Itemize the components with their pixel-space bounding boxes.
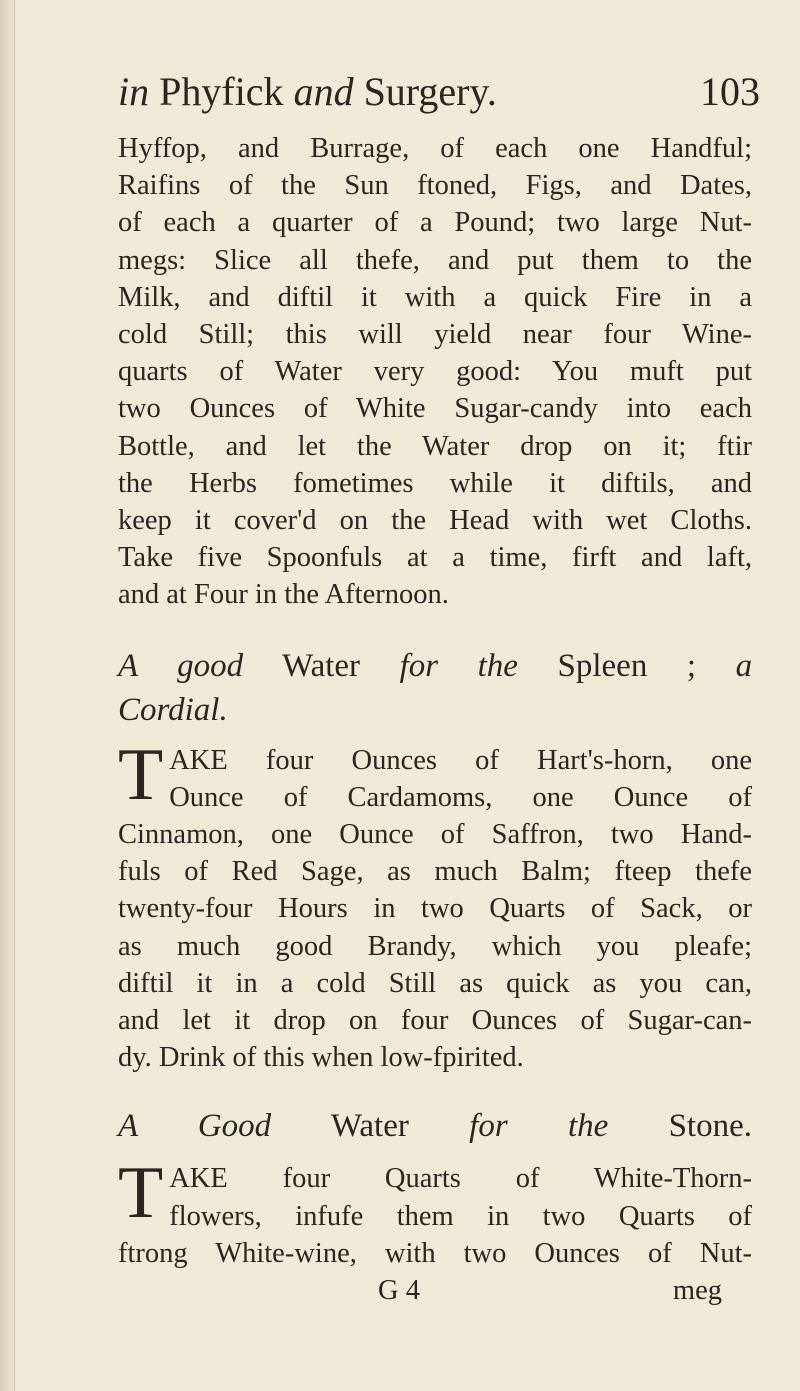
text-line: ftrong White-wine, with two Ounces of Nut- — [118, 1237, 752, 1269]
heading-text: A good — [118, 647, 244, 684]
dropcap-block — [118, 733, 752, 816]
catchword: meg — [672, 1275, 722, 1307]
drop-cap: T — [118, 1152, 164, 1235]
text-line: twenty-four Hours in two Quarts of Sack, or — [118, 893, 752, 925]
page-footer — [118, 1272, 752, 1309]
text-line: Bottle, and let the Water drop on it; ftir — [118, 430, 752, 462]
text-line: Milk, and diftil it with a quick Fire in a — [118, 281, 752, 313]
text-line: Take five Spoonfuls at a time, firft and laft, — [118, 542, 752, 574]
section1-text — [118, 130, 752, 614]
heading-text: for the — [469, 1108, 609, 1145]
heading-text: Stone. — [668, 1108, 752, 1145]
signature-mark: G 4 — [378, 1275, 420, 1307]
text-line: cold Still; this will yield near four Wine- — [118, 319, 752, 351]
text-line: quarts of Water very good: You muft put — [118, 356, 752, 388]
text-line: and at Four in the Afternoon. — [118, 579, 449, 611]
dropcap-block — [118, 1152, 752, 1235]
text-line: dy. Drink of this when low-fpirited. — [118, 1042, 524, 1074]
drop-cap: T — [118, 733, 164, 816]
text-line: of each a quarter of a Pound; two large Nut- — [118, 207, 752, 239]
text-line: fuls of Red Sage, as much Balm; fteep thefe — [118, 856, 752, 888]
section3-text — [118, 1152, 752, 1272]
heading-text: Cordial. — [118, 691, 228, 728]
text-line: and let it drop on four Ounces of Sugar-can- — [118, 1005, 752, 1037]
heading-text: A Good — [118, 1108, 272, 1145]
text-line: megs: Slice all thefe, and put them to the — [118, 244, 752, 276]
text-line: flowers, infufe them in two Quarts of — [169, 1200, 752, 1232]
title-prefix: in — [118, 69, 150, 114]
recipe-heading-spleen — [118, 644, 752, 732]
running-title — [118, 68, 497, 115]
page-body — [118, 130, 752, 1309]
text-line: keep it cover'd on the Head with wet Cloths. — [118, 505, 752, 537]
title-word-surgery: Surgery. — [363, 69, 497, 114]
title-word-physick: Phyfick — [159, 69, 284, 114]
text-line: Hyffop, and Burrage, of each one Handful; — [118, 133, 752, 164]
text-line: AKE four Ounces of Hart's-horn, one — [169, 744, 752, 776]
heading-text: for the — [399, 647, 518, 684]
page-binding-edge — [0, 0, 15, 1391]
heading-text: Water — [330, 1108, 409, 1145]
page-number: 103 — [700, 69, 760, 114]
recipe-heading-stone — [118, 1104, 752, 1148]
text-line: Raifins of the Sun ftoned, Figs, and Dates, — [118, 170, 752, 202]
section2-text — [118, 733, 752, 1077]
heading-text: a — [735, 647, 753, 684]
heading-text: Spleen ; — [557, 647, 697, 684]
text-line: as much good Brandy, which you pleafe; — [118, 930, 752, 962]
text-line: AKE four Quarts of White-Thorn- — [169, 1163, 752, 1195]
text-line: the Herbs fometimes while it diftils, and — [118, 467, 752, 499]
text-line: Cinnamon, one Ounce of Saffron, two Hand- — [118, 819, 752, 851]
text-line: Ounce of Cardamoms, one Ounce of — [169, 781, 752, 813]
text-line: two Ounces of White Sugar-candy into each — [118, 393, 752, 425]
title-and: and — [293, 69, 354, 114]
running-header — [118, 68, 760, 115]
heading-text: Water — [282, 647, 361, 684]
text-line: diftil it in a cold Still as quick as you can, — [118, 967, 752, 999]
